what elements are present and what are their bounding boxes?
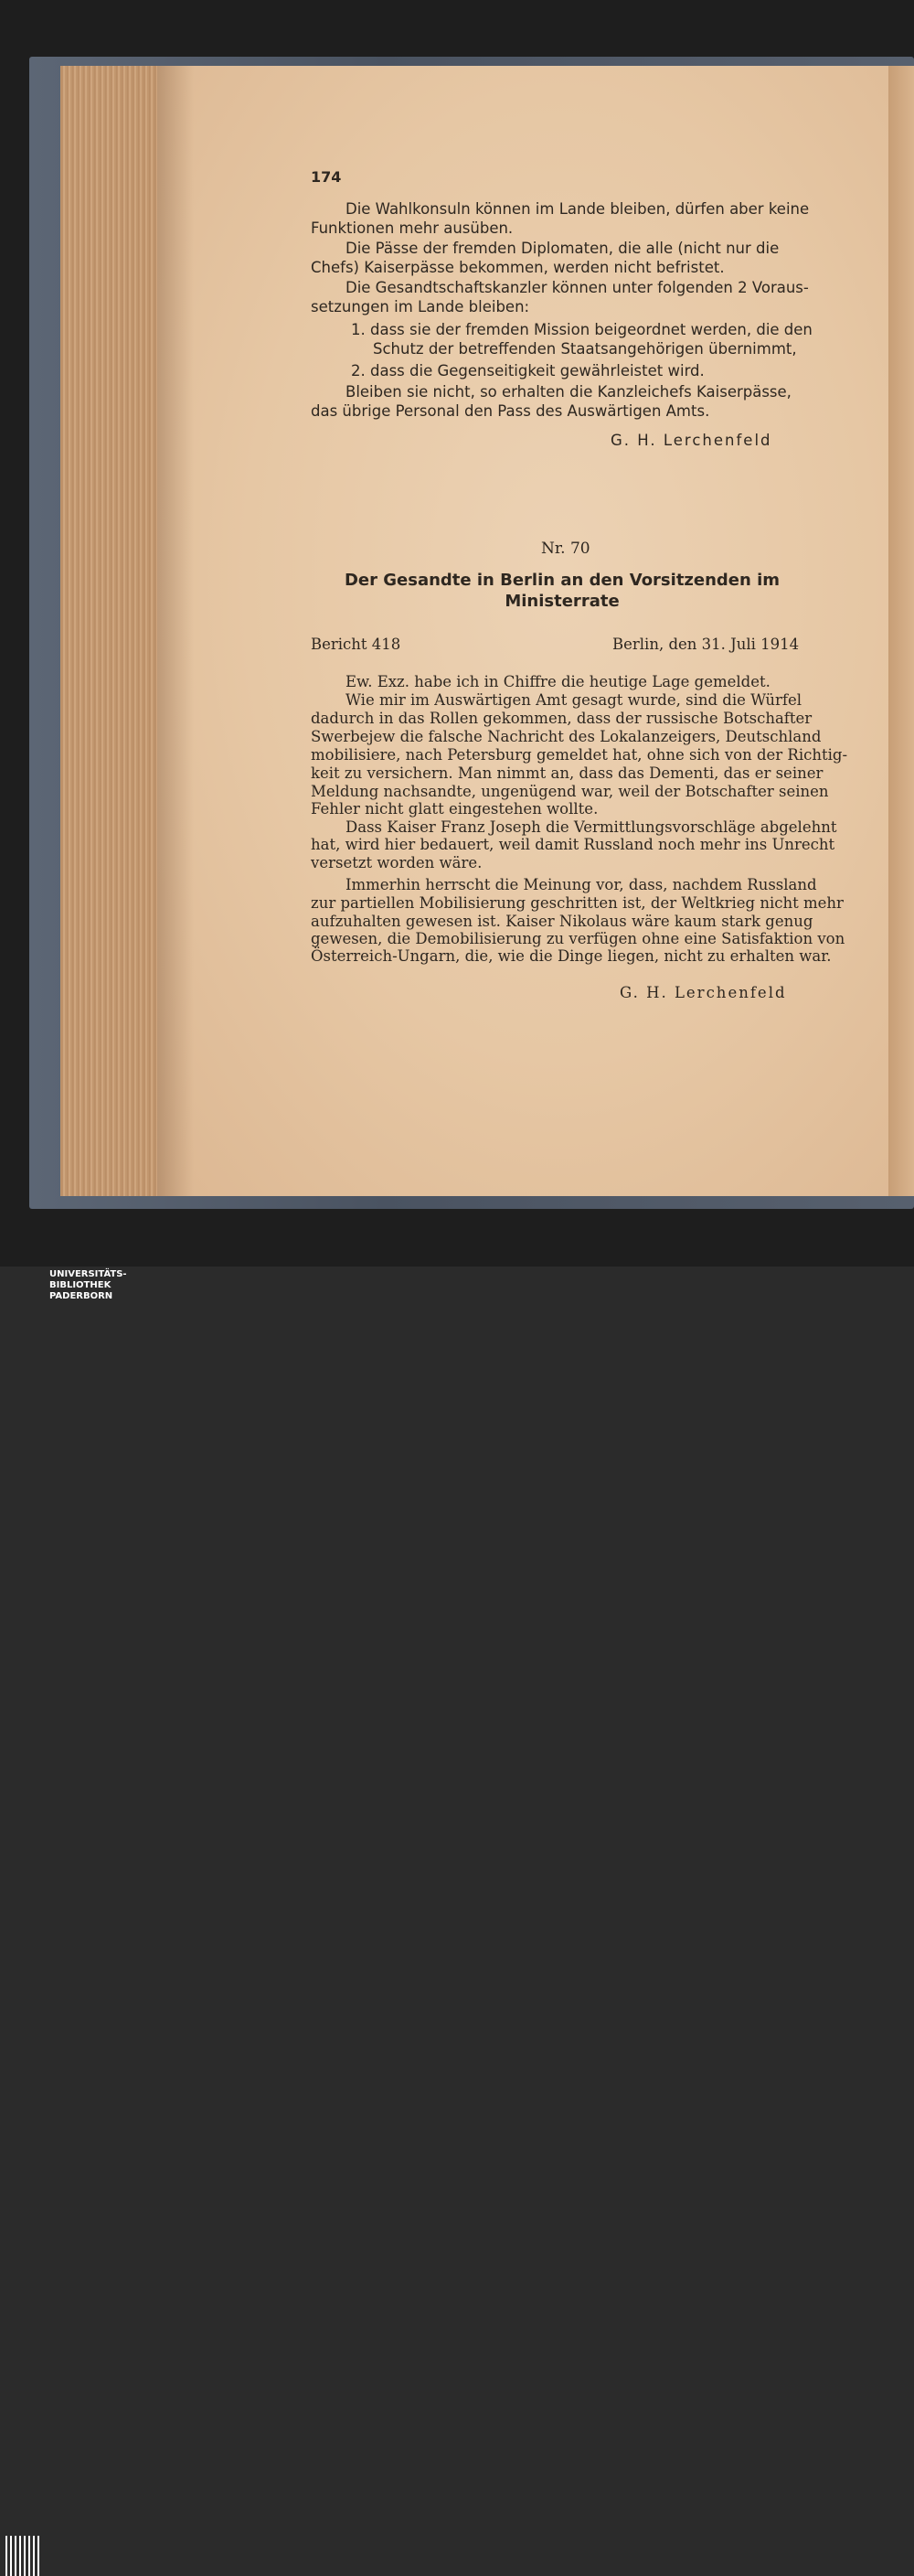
body-line: Swerbejew die falsche Nachricht des Lokalanzeigers, Deutschland	[311, 728, 822, 745]
paragraph-line: das übrige Personal den Pass des Auswärtigen Amts.	[311, 402, 710, 420]
paragraph-line: Chefs) Kaiserpässe bekommen, werden nicht befristet.	[311, 259, 725, 276]
scanned-book-image	[0, 0, 914, 1267]
facing-page-edge	[888, 66, 914, 1196]
paragraph-line: Bleiben sie nicht, so erhalten die Kanzleichefs Kaiserpässe,	[345, 383, 792, 401]
gutter-shadow	[157, 66, 194, 1196]
document-number: Nr. 70	[541, 540, 590, 558]
paragraph-line: Funktionen mehr ausüben.	[311, 219, 514, 237]
body-line: Österreich-Ungarn, die, wie die Dinge liegen, nicht zu erhalten war.	[311, 947, 832, 965]
paragraph-line: Die Wahlkonsuln können im Lande bleiben, dürfen aber keine	[345, 200, 810, 218]
library-footer	[0, 1267, 914, 1312]
body-line: Wie mir im Auswärtigen Amt gesagt wurde, sind die Würfel	[345, 691, 802, 709]
list-item: 1. dass sie der fremden Mission beigeordnet werden, die den	[351, 321, 813, 338]
signature: G. H. Lerchenfeld	[620, 984, 787, 1001]
paragraph-line: setzungen im Lande bleiben:	[311, 298, 530, 315]
body-line: Fehler nicht glatt eingestehen wollte.	[311, 800, 599, 818]
body-line: dadurch in das Rollen gekommen, dass der russische Botschafter	[311, 710, 813, 727]
body-line: Immerhin herrscht die Meinung vor, dass, nachdem Russland	[345, 876, 817, 893]
body-line: versetzt worden wäre.	[311, 854, 483, 871]
paragraph-line: Die Gesandtschaftskanzler können unter folgenden 2 Voraus-	[345, 279, 809, 296]
body-line: Meldung nachsandte, ungenügend war, weil der Botschafter seinen	[311, 783, 829, 800]
body-line: Ew. Exz. habe ich in Chiffre die heutige Lage gemeldet.	[345, 673, 771, 690]
report-number: Bericht 418	[311, 636, 401, 653]
paragraph-line: Die Pässe der fremden Diplomaten, die alle (nicht nur die	[345, 240, 780, 257]
document-title: Der Gesandte in Berlin an den Vorsitzenden im	[344, 571, 781, 590]
body-line: aufzuhalten gewesen ist. Kaiser Nikolaus wäre kaum stark genug	[311, 913, 813, 930]
place-date: Berlin, den 31. Juli 1914	[612, 636, 800, 653]
library-name-line: BIBLIOTHEK	[49, 1280, 112, 1290]
body-line: gewesen, die Demobilisierung zu verfügen ohne eine Satisfaktion von	[311, 930, 845, 947]
list-item: 2. dass die Gegenseitigkeit gewährleistet wird.	[351, 362, 705, 379]
body-line: Dass Kaiser Franz Joseph die Vermittlungsvorschläge abgelehnt	[345, 818, 837, 836]
library-name-line: UNIVERSITÄTS-	[49, 1269, 127, 1279]
library-logo-icon	[5, 2536, 42, 2576]
signature: G. H. Lerchenfeld	[611, 432, 772, 449]
page-edges	[60, 66, 163, 1196]
page-number: 174	[311, 168, 342, 186]
book-page	[157, 66, 888, 1196]
body-line: mobilisiere, nach Petersburg gemeldet hat, ohne sich von der Richtig-	[311, 746, 848, 764]
document-title-cont: Ministerrate	[505, 592, 620, 611]
library-name-line: PADERBORN	[49, 1291, 113, 1301]
list-item: Schutz der betreffenden Staatsangehörigen übernimmt,	[373, 340, 797, 358]
body-line: keit zu versichern. Man nimmt an, dass das Dementi, das er seiner	[311, 764, 824, 782]
body-line: zur partiellen Mobilisierung geschritten ist, der Weltkrieg nicht mehr	[311, 894, 844, 912]
body-line: hat, wird hier bedauert, weil damit Russland noch mehr ins Unrecht	[311, 836, 835, 853]
